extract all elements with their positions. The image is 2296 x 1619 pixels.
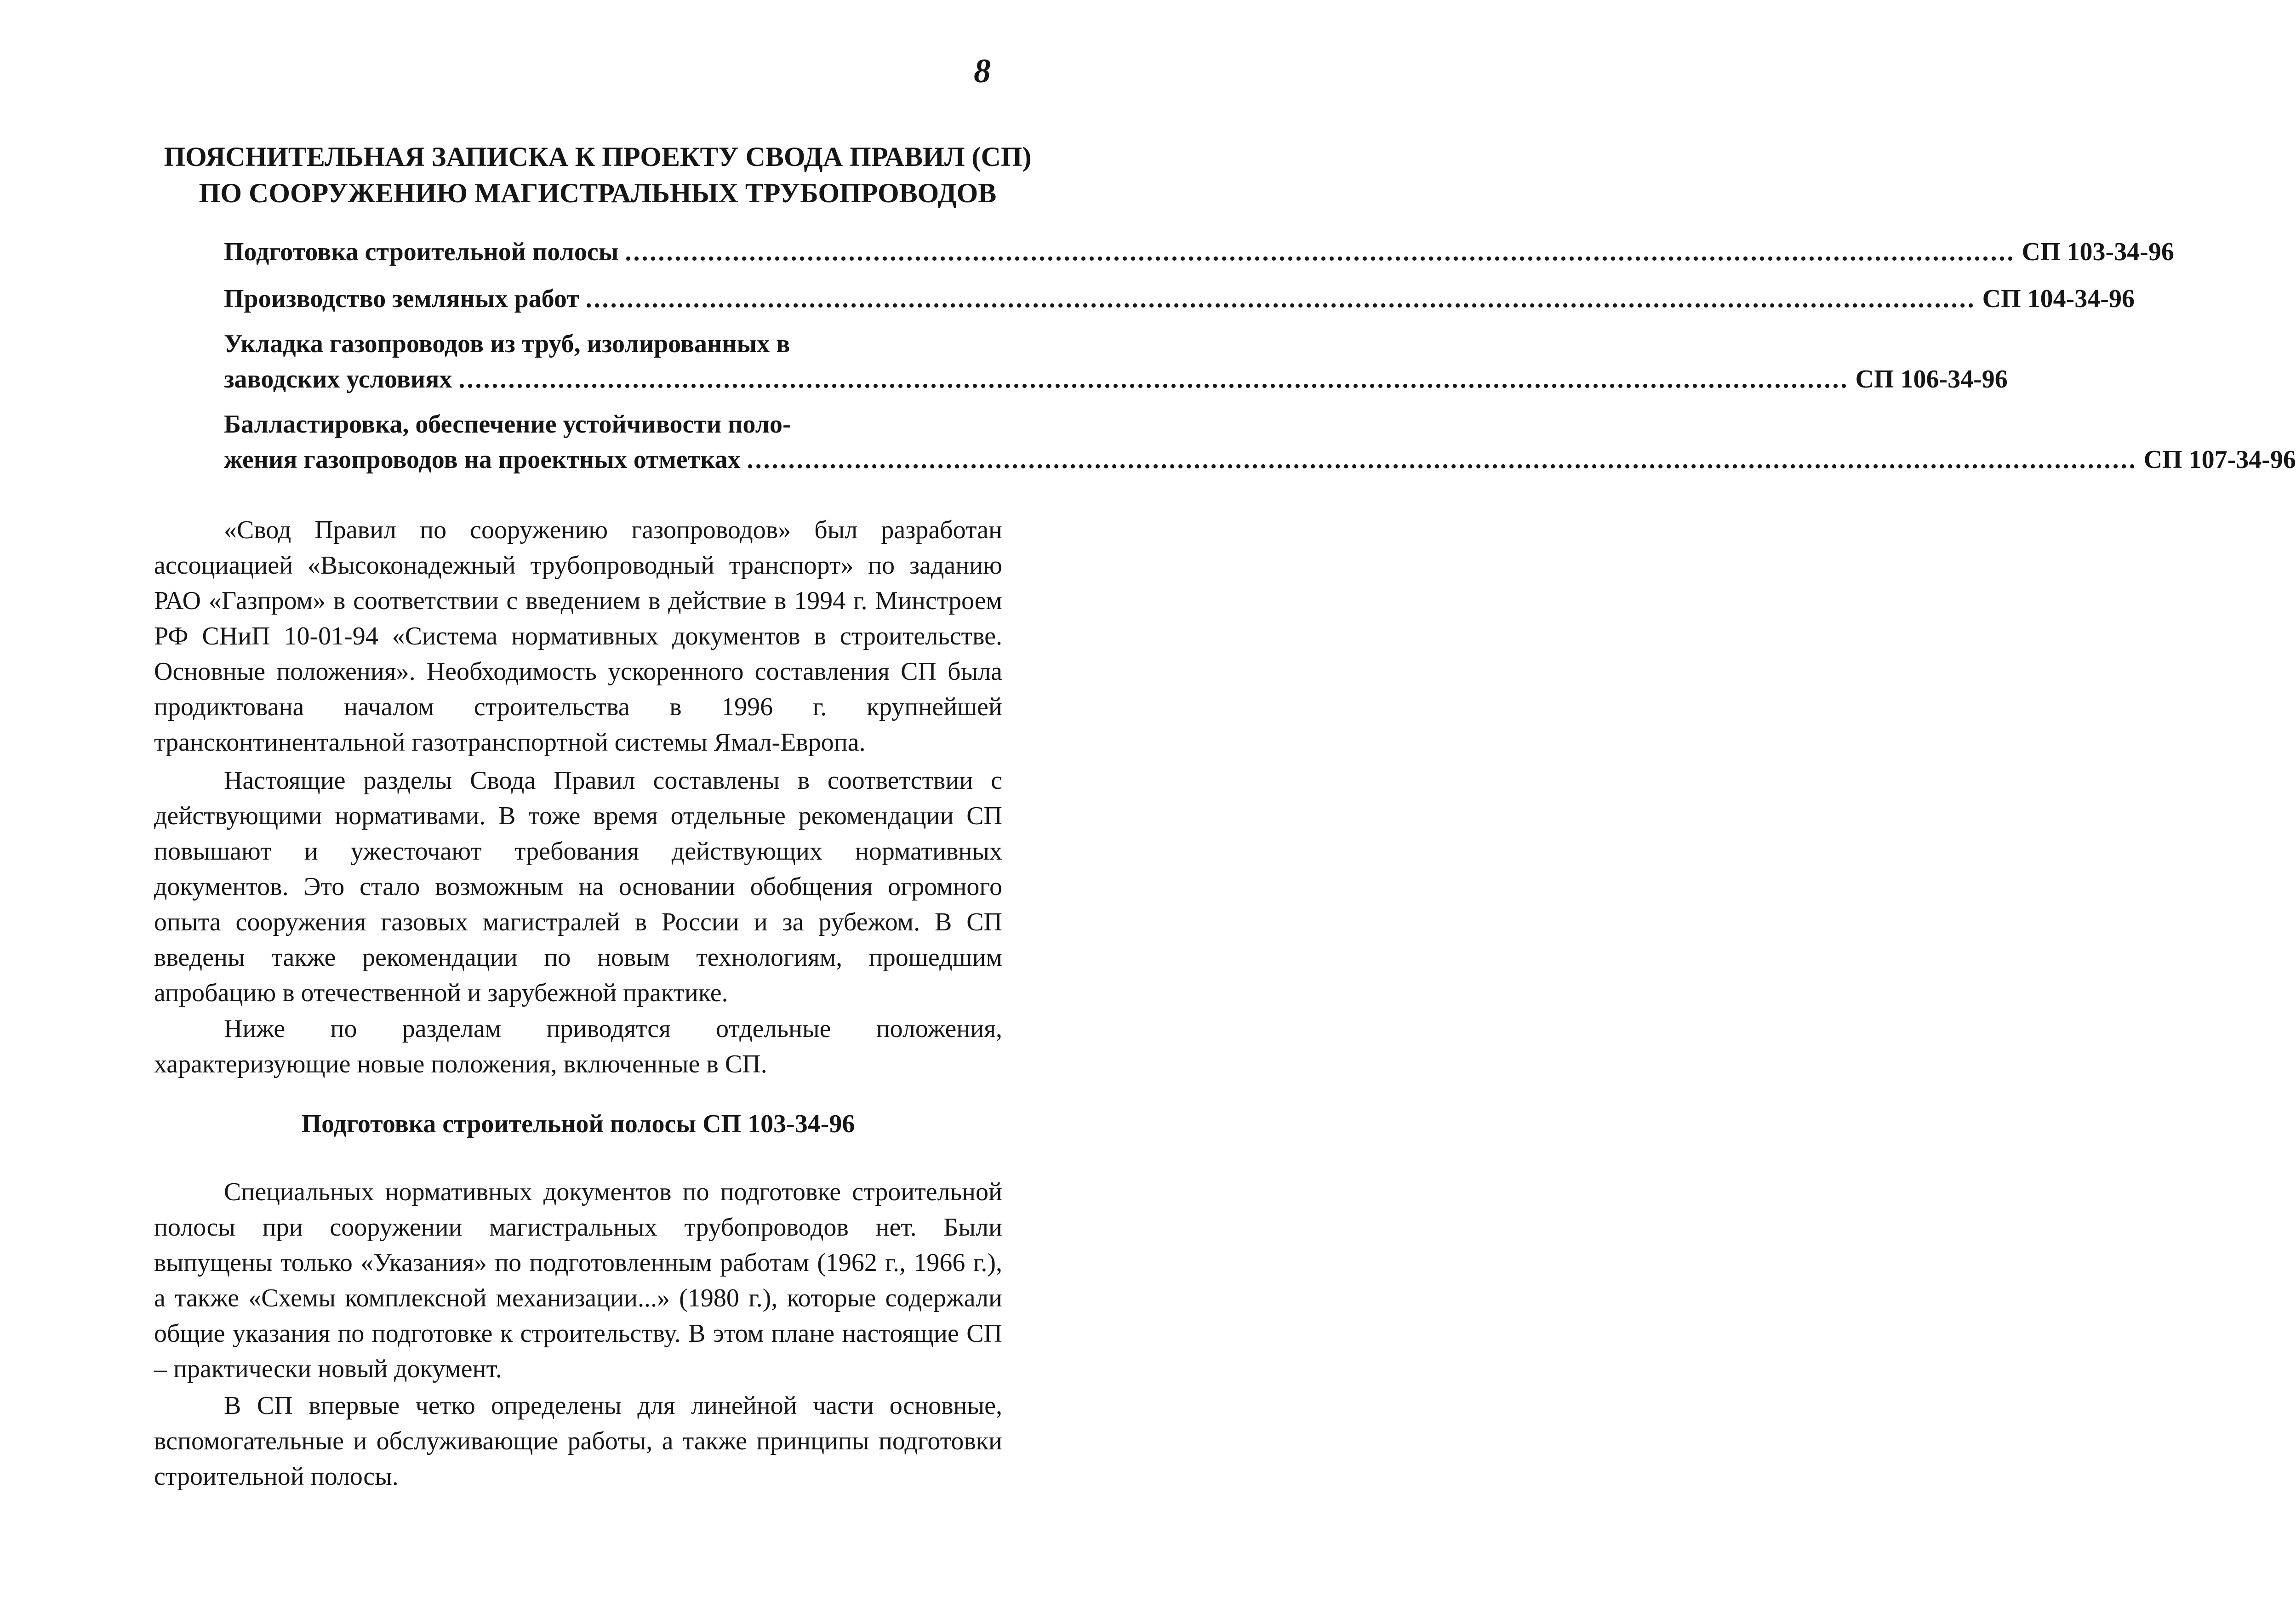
toc-item-code: СП 104-34-96 [1982, 285, 2135, 313]
toc-item-3 [224, 363, 2008, 395]
toc-item-1 [224, 236, 2174, 268]
toc-item-4-line-1 [224, 408, 963, 440]
toc-leader: ........................................................................................................................................................................ [625, 238, 2016, 266]
toc-item-3-line-1 [224, 328, 963, 360]
section-heading: Подготовка строительной полосы СП 103-34-96 [301, 1110, 855, 1138]
toc-item-text: Производство земляных работ [224, 285, 579, 313]
toc-item-2 [224, 283, 2135, 315]
toc-item-text: заводских условиях [224, 365, 452, 393]
toc-item-code: СП 103-34-96 [2022, 238, 2174, 266]
body-paragraph-3: Ниже по разделам приводятся отдельные положения, характеризующие новые положения, включенные в СП. [154, 1015, 1002, 1078]
toc-item-text: Балластировка, обеспечение устойчивости поло- [224, 410, 791, 439]
body-paragraph-1: «Свод Правил по сооружению газопроводов» был разработан ассоциацией «Высоконадежный трубопроводный транспорт» по заданию РАО «Газпром» в соответствии с введением в действие в 1994 г. Минстроем РФ СНиП 10-01-94 «Система нормативных документов в строительстве. Основные положения». Необходимость ускоренного составления СП была продиктована началом строительства в 1996 г. крупнейшей трансконтинентальной газотранспортной системы Ямал-Европа. [154, 516, 1002, 757]
toc-item-text: Укладка газопроводов из труб, изолированных в [224, 330, 790, 358]
toc-item-text: жения газопроводов на проектных отметках [224, 445, 741, 474]
toc-item-text: Подготовка строительной полосы [224, 238, 619, 266]
toc-leader: ........................................................................................................................................................................ [585, 285, 1976, 313]
section-paragraph-2: В СП впервые четко определены для линейной части основные, вспомогательные и обслуживающие работы, а также принципы подготовки строительной полосы. [154, 1391, 1002, 1491]
toc-leader: ........................................................................................................................................................................ [458, 365, 1849, 393]
toc-leader: ........................................................................................................................................................................ [747, 445, 2137, 474]
document-title-line-1: ПОЯСНИТЕЛЬНАЯ ЗАПИСКА К ПРОЕКТУ СВОДА ПРАВИЛ (СП) [164, 142, 1032, 172]
section-paragraph-1: Специальных нормативных документов по подготовке строительной полосы при сооружении магистральных трубопроводов нет. Были выпущены только «Указания» по подготовленным работам (1962 г., 1966 г.), а также «Схемы комплексной механизации...» (1980 г.), которые содержали общие указания по подготовке к строительству. В этом плане настоящие СП – практически новый документ. [154, 1178, 1002, 1383]
toc-item-code: СП 106-34-96 [1855, 365, 2008, 393]
body-paragraph-2: Настоящие разделы Свода Правил составлены в соответствии с действующими нормативами. В тоже время отдельные рекомендации СП повышают и ужесточают требования действующих нормативных документов. Это стало возможным на основании обобщения огромного опыта сооружения газовых магистралей в России и за рубежом. В СП введены также рекомендации по новым технологиям, прошедшим апробацию в отечественной и зарубежной практике. [154, 766, 1002, 1007]
toc-item-4 [224, 444, 2296, 476]
page-number: 8 [974, 52, 991, 90]
toc-item-code: СП 107-34-96 [2143, 445, 2296, 474]
document-title-line-2: ПО СООРУЖЕНИЮ МАГИСТРАЛЬНЫХ ТРУБОПРОВОДОВ [199, 178, 997, 208]
